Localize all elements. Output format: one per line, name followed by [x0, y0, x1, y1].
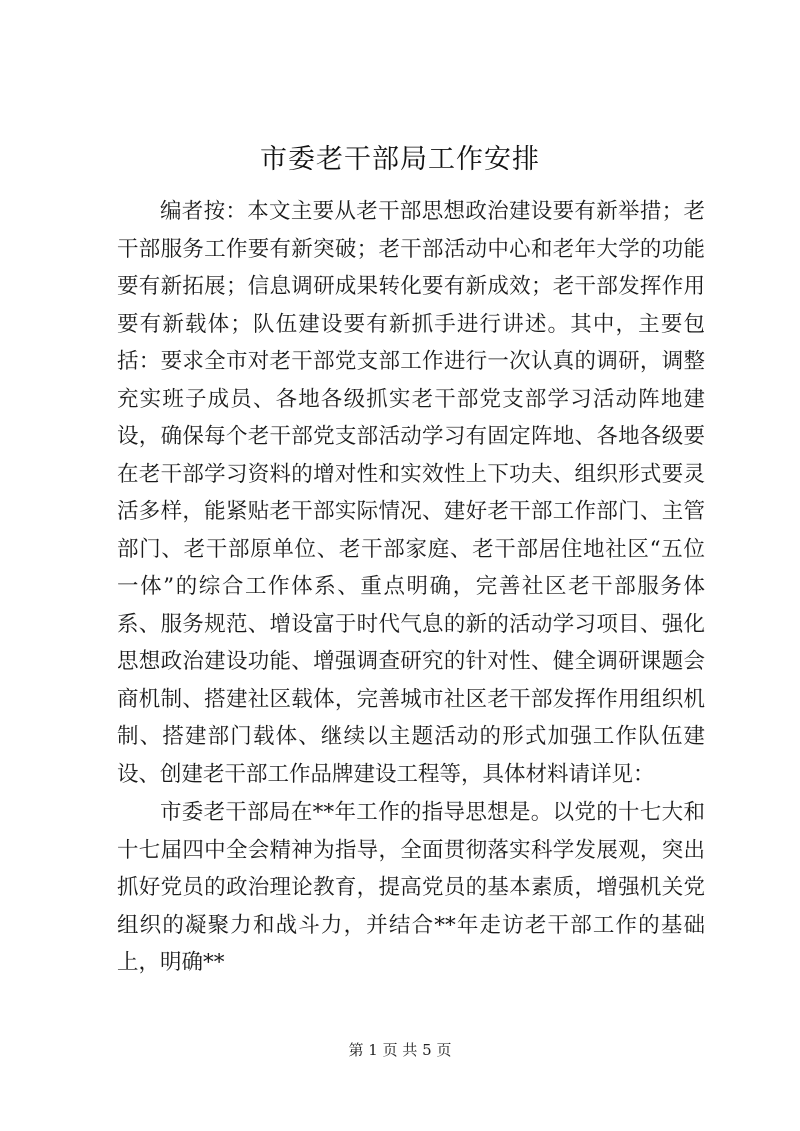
paragraph-editor-note: 编者按：本文主要从老干部思想政治建设要有新举措；老干部服务工作要有新突破；老干部活动中心和老年大学的功能要有新拓展；信息调研成果转化要有新成效；老干部发挥作用要有新载体；队伍建设要有新抓手进行讲述。其中，主要包括：要求全市对老干部党支部工作进行一次认真的调研，调整充实班子成员、各地各级抓实老干部党支部学习活动阵地建设，确保每个老干部党支部活动学习有固定阵地、各地各级要在老干部学习资料的增对性和实效性上下功夫、组织形式要灵活多样，能紧贴老干部实际情况、建好老干部工作部门、主管部门、老干部原单位、老干部家庭、老干部居住地社区“五位一体”的综合工作体系、重点明确，完善社区老干部服务体系、服务规范、增设富于时代气息的新的活动学习项目、强化思想政治建设功能、增强调查研究的针对性、健全调研课题会商机制、搭建社区载体，完善城市社区老干部发挥作用组织机制、搭建部门载体、继续以主题活动的形式加强工作队伍建设、创建老干部工作品牌建设工程等，具体材料请详见： [117, 199, 705, 787]
paragraph-guiding-thought: 市委老干部局在**年工作的指导思想是。以党的十七大和十七届四中全会精神为指导，全面贯彻落实科学发展观，突出抓好党员的政治理论教育，提高党员的基本素质，增强机关党组织的凝聚力和战斗力，并结合**年走访老干部工作的基础上，明确** [117, 800, 705, 975]
document-title: 市委老干部局工作安排 [260, 144, 540, 175]
document-body [117, 193, 705, 982]
page-number-footer: 第 1 页 共 5 页 [348, 1041, 452, 1059]
